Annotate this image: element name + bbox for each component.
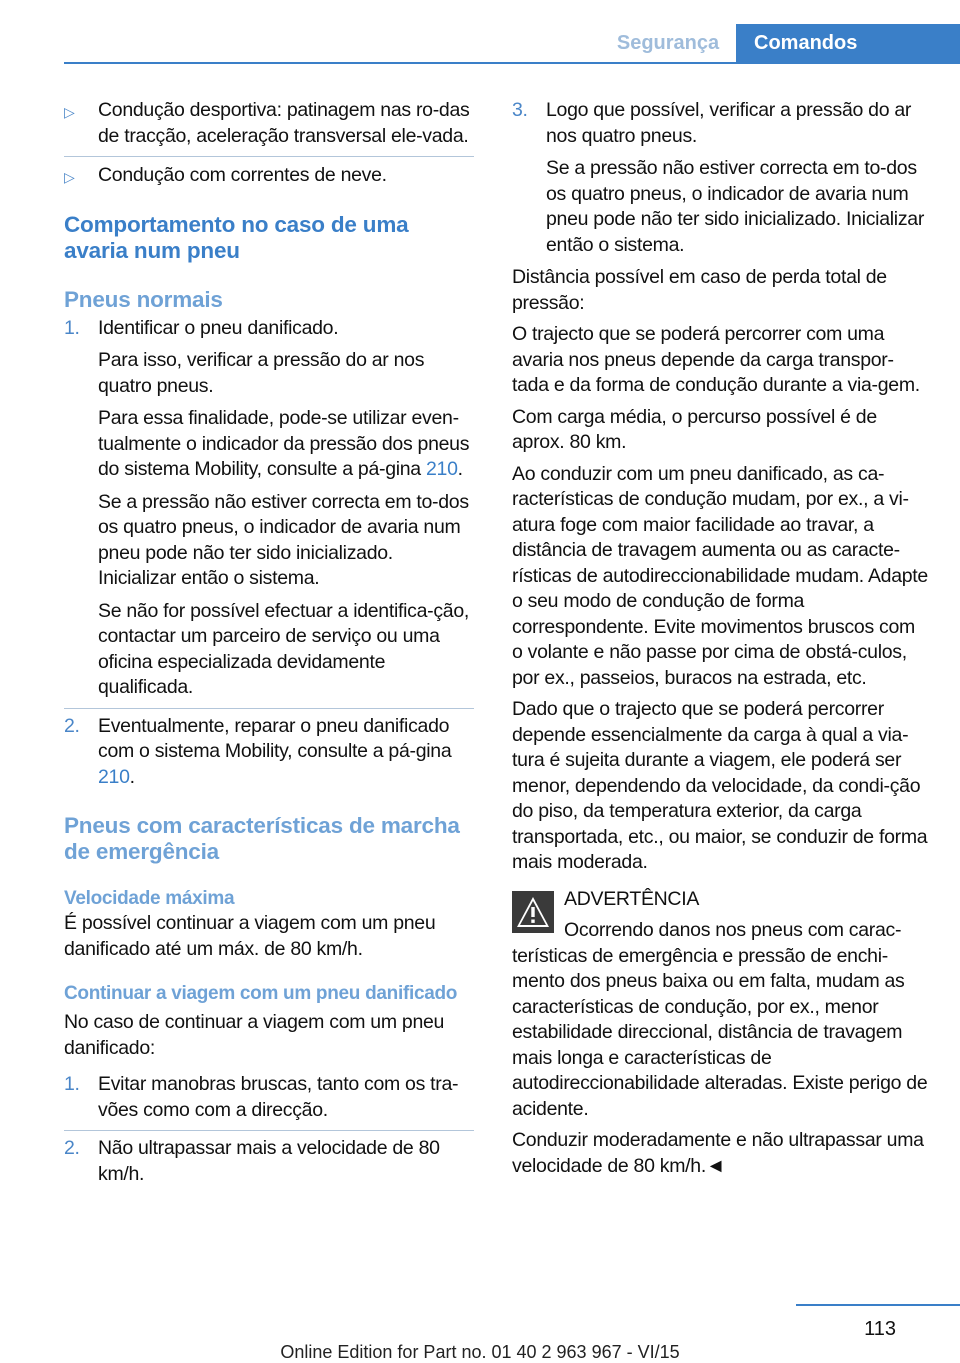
paragraph: É possível continuar a viagem com um pneu danificado até um máx. de 80 km/h. [64,912,436,960]
warning-box [512,887,928,1123]
step-item [512,98,928,258]
bullet-item [64,163,474,191]
footer-edition: Online Edition for Part no. 01 40 2 963 967 - VI/15 [280,1342,680,1362]
step-paragraph: Para isso, verificar a pressão do ar nos quatro pneus. [98,349,425,397]
paragraph: Distância possível em caso de perda total de pressão: [512,266,887,314]
paragraph: O trajecto que se poderá percorrer com uma avaria nos pneus depende da carga transpor-tada e da forma de condução durante a via-gem. [512,323,920,396]
triangle-right-icon: ▷ [64,104,75,120]
warning-title: ADVERTÊNCIA [564,887,700,910]
step-paragraph: Se não for possível efectuar a identifica-ção, contactar um parceiro de serviço ou uma oficina especializada devidamente qualificada. [98,599,470,698]
step-number: 1. [64,316,80,339]
step-item [64,714,474,791]
header-chapter-tab[interactable]: Comandos [736,24,960,64]
warning-triangle-icon [512,891,554,933]
left-column [64,98,474,1187]
footer-rule [796,1304,960,1306]
warning-action: Conduzir moderadamente e não ultrapassar uma velocidade de 80 km/h.◄ [512,1129,924,1177]
step-paragraph: Se a pressão não estiver correcta em to-dos os quatro pneus, o indicador de avaria num pneu pode não ter sido inicializado. Inicializar então o sistema. [98,490,469,589]
bullet-text: Condução desportiva: patinagem nas ro-das de tracção, aceleração transversal ele-vada. [98,99,470,147]
separator [64,1130,474,1131]
step-paragraph: Se a pressão não estiver correcta em to-dos os quatro pneus, o indicador de avaria num pneu pode não ter sido inicializado. Inicializar então o sistema. [546,157,925,256]
step-paragraph: Logo que possível, verificar a pressão do ar nos quatro pneus. [546,99,912,147]
minor-heading: Continuar a viagem com um pneu danificado [64,983,458,1004]
step-text: Não ultrapassar mais a velocidade de 80 km/h. [98,1137,440,1185]
paragraph: Dado que o trajecto que se poderá percorrer depende essencialmente da carga à qual a via-tura é sujeita durante a viagem, ele poderá ser menor, dependendo da velocidade, da condi-ção do piso, da temperatura exterior, da carga transportada, etc., ou maior, se conduzir de forma mais moderada. [512,698,928,873]
section-heading: Comportamento no caso de uma avaria num pneu [64,211,409,263]
separator [64,708,474,709]
subsection-heading: Pneus com características de marcha de emergência [64,813,460,864]
paragraph: Com carga média, o percurso possível é de aprox. 80 km. [512,405,877,453]
minor-heading: Velocidade máxima [64,888,235,909]
bullet-text: Condução com correntes de neve. [98,164,387,186]
step-number: 2. [64,1137,80,1159]
end-mark-icon: ◄ [705,1154,725,1177]
paragraph: Ao conduzir com um pneu danificado, as ca-racterísticas de condução mudam, por ex., a vi-atura foge com maior facilidade ao travar, a distância de travagem aumenta ou as caracte-rísticas de autodireccionabilidade mudam. Adapte o seu modo de condução de forma correspondente. Evite movimentos bruscos com o volante e não passe por cima de obstá-culos, por ex., passeios, buracos na estrada, etc. [512,462,928,689]
step-paragraph: Eventualmente, reparar o pneu danificado com o sistema Mobility, consulte a pá-gina 210. [98,714,452,788]
separator [64,156,474,157]
step-item [64,1072,474,1123]
step-title: Identificar o pneu danificado. [98,316,339,339]
header-section-tab[interactable]: Segurança [616,32,720,54]
step-number: 2. [64,714,80,737]
step-number: 3. [512,99,528,121]
bullet-item [64,98,474,149]
page-reference-link[interactable]: 210 [98,765,130,788]
page-reference-link[interactable]: 210 [425,458,458,480]
subsection-heading: Pneus normais [64,286,223,312]
triangle-right-icon: ▷ [64,169,75,185]
right-column [512,98,928,1179]
step-number: 1. [64,1073,80,1095]
step-paragraph: Para essa finalidade, pode-se utilizar even-tualmente o indicador da pressão dos pneus do sistema Mobility, consulte a pá-gina 210. [98,407,470,480]
header-rule [64,62,960,64]
step-item [64,316,474,701]
step-item [64,1136,474,1187]
warning-text: Ocorrendo danos nos pneus com carac-terísticas de emergência e pressão de enchi-mento dos pneus baixa ou em falta, mudam as características de condução, por ex., menor estabilidade direccional, distância de travagem mais longa e características de autodireccionabilidade alteradas. Existe perigo de acidente. [512,919,928,1120]
page-number: 113 [864,1318,896,1340]
step-text: Evitar manobras bruscas, tanto com os tra-vões como com a direcção. [98,1073,459,1121]
paragraph: No caso de continuar a viagem com um pneu danificado: [64,1011,445,1059]
